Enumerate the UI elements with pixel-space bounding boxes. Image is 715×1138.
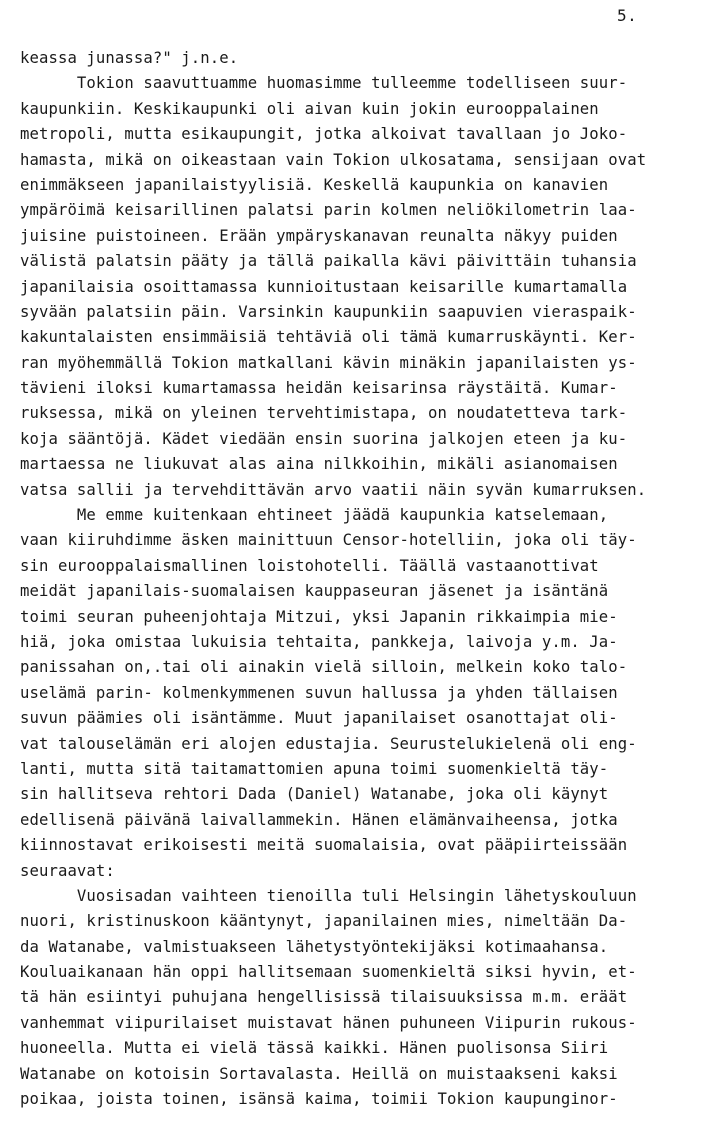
text-line: ruksessa, mikä on yleinen tervehtimistapa, on noudatetteva tark- [20,404,628,423]
text-line: vaan kiiruhdimme äsken mainittuun Censor-hotelliin, joka oli täy- [20,531,637,550]
text-line [20,1112,710,1137]
text-line: koja sääntöjä. Kädet viedään ensin suorina jalkojen eteen ja ku- [20,429,628,448]
text-line: ympäröimä keisarillinen palatsi parin kolmen neliökilometrin laa- [20,201,637,220]
text-line: juisine puistoineen. Erään ympäryskanavan reunalta näkyy puiden [20,226,618,245]
page-number: 5. [617,6,638,25]
text-line: keassa junassa?" j.n.e. [20,49,239,67]
text-line: syvään palatsiin päin. Varsinkin kaupunkiin saapuvien vieraspaik- [20,302,637,321]
text-line: uselämä parin- kolmenkymmenen suvun hallussa ja yhden tällaisen [20,683,618,702]
text-line: edellisenä päivänä laivallammekin. Hänen elämänvaiheensa, jotka [20,810,618,829]
text-line: meidät japanilais-suomalaisen kauppaseuran jäsenet ja isäntänä [20,582,609,601]
text-line: suvun päämies oli isäntämme. Muut japanilaiset osanottajat oli- [20,709,618,728]
text-line: kaupunkiin. Keskikaupunki oli aivan kuin jokin eurooppalainen [20,99,599,118]
text-line: Me emme kuitenkaan ehtineet jäädä kaupunkia katselemaan, [20,506,609,525]
text-line: enimmäkseen japanilaistyylisiä. Keskellä kaupunkia on kanavien [20,175,609,194]
text-line: Tokion saavuttuamme huomasimme tulleemme todelliseen suur- [20,74,628,93]
text-line: sin hallitseva rehtori Dada (Daniel) Watanabe, joka oli käynyt [20,785,609,804]
text-line: lanti, mutta sitä taitamattomien apuna toimi suomenkieltä täy- [20,759,609,778]
text-line: tä hän esiintyi puhujana hengellisissä tilaisuuksissa m.m. eräät [20,988,628,1007]
text-line: vat talouselämän eri alojen edustajia. Seurustelukielenä oli eng- [20,734,637,753]
text-line: metropoli, mutta esikaupungit, jotka alkoivat tavallaan jo Joko- [20,125,628,144]
text-line: da Watanabe, valmistuakseen lähetystyöntekijäksi kotimaahansa. [20,937,609,956]
text-line: Kouluaikanaan hän oppi hallitsemaan suomenkieltä siksi hyvin, et- [20,963,637,982]
body-text [20,46,710,1138]
text-line: tävieni iloksi kumartamassa heidän keisarinsa räystäitä. Kumar- [20,379,618,398]
text-line: panissahan on,.tai oli ainakin vielä silloin, melkein koko talo- [20,658,628,677]
text-line: hamasta, mikä on oikeastaan vain Tokion ulkosatama, sensijaan ovat [20,150,647,169]
text-line: ran myöhemmällä Tokion matkallani kävin minäkin japanilaisten ys- [20,353,637,372]
text-line: nuori, kristinuskoon kääntynyt, japanilainen mies, nimeltään Da- [20,912,628,931]
text-line: Watanabe on kotoisin Sortavalasta. Heillä on muistaakseni kaksi [20,1064,618,1083]
text-line: toimi seuran puheenjohtaja Mitzui, yksi Japanin rikkaimpia mie- [20,607,618,626]
text-line: sin eurooppalaismallinen loistohotelli. Täällä vastaanottivat [20,556,599,575]
text-line: kakuntalaisten ensimmäisiä tehtäviä oli tämä kumarruskäynti. Ker- [20,328,637,347]
text-line: Vuosisadan vaihteen tienoilla tuli Helsingin lähetyskouluun [20,886,637,905]
text-line: välistä palatsin pääty ja tällä paikalla kävi päivittäin tuhansia [20,252,637,271]
text-line: seuraavat: [20,861,115,880]
text-line: hiä, joka omistaa lukuisia tehtaita, pankkeja, laivoja y.m. Ja- [20,632,618,651]
text-line: martaessa ne liukuvat alas aina nilkkoihin, mikäli asianomaisen [20,455,618,474]
text-line: japanilaisia osoittamassa kunnioitustaan keisarille kumartamalla [20,277,628,296]
text-line: huoneella. Mutta ei vielä tässä kaikki. Hänen puolisonsa Siiri [20,1039,609,1058]
text-line: vatsa sallii ja tervehdittävän arvo vaatii näin syvän kumarruksen. [20,480,647,499]
text-line: kiinnostavat erikoisesti meitä suomalaisia, ovat pääpiirteissään [20,836,628,855]
text-line: poikaa, joista toinen, isänsä kaima, toimii Tokion kaupunginor- [20,1090,618,1109]
text-line: vanhemmat viipurilaiset muistavat hänen puhuneen Viipurin rukous- [20,1013,637,1032]
